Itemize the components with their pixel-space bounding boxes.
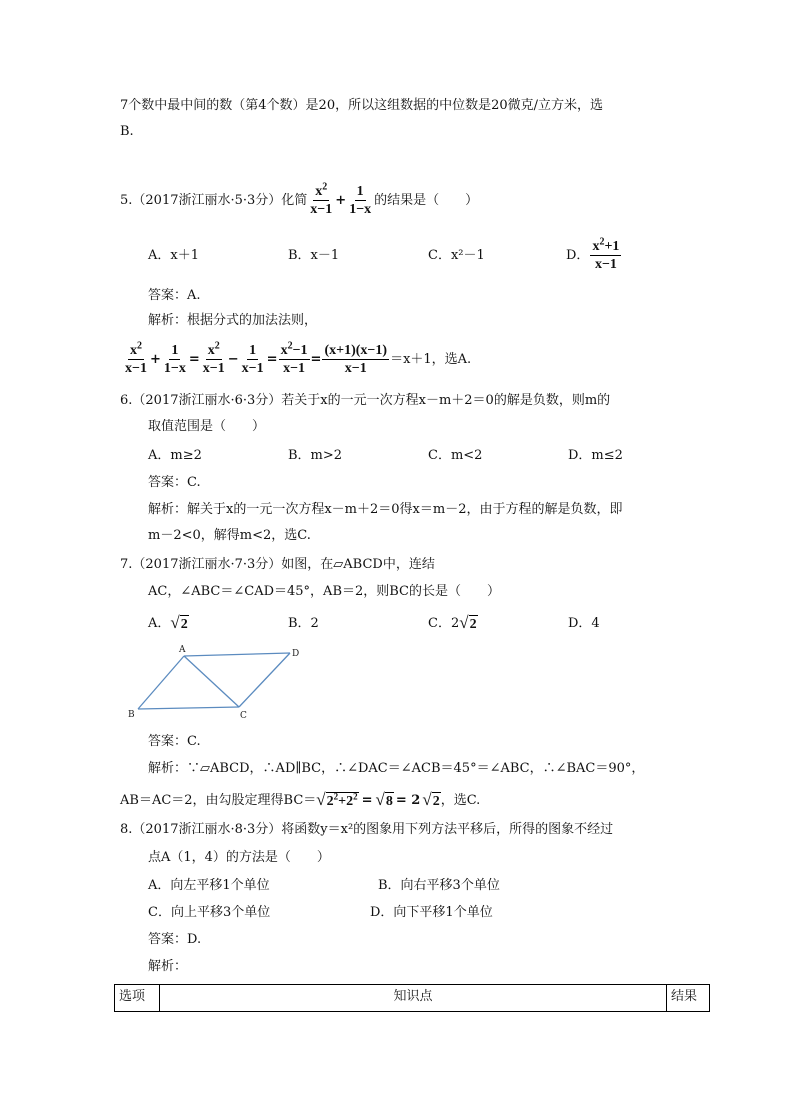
- table-header-option: 选项: [115, 985, 160, 1012]
- intro-line-2: B.: [120, 124, 134, 139]
- q7-analysis-sqrt-3: √ 2: [422, 789, 440, 809]
- edge-da: [184, 653, 290, 656]
- q5-work-t5-num: x: [280, 343, 288, 358]
- q6-analysis-1: 解析：解关于x的一元一次方程x－m＋2＝0得x＝m－2，由于方程的解是负数，即: [148, 502, 623, 517]
- q5-label: 5.（2017浙江丽水·5·3分）化简: [120, 193, 308, 208]
- q7-option-a-radicand: 2: [180, 616, 188, 632]
- q5-fraction-2: [347, 183, 373, 218]
- q5-frac2-num: 1: [356, 184, 364, 199]
- q7-analysis-2-tail: ，选C.: [440, 793, 481, 808]
- q6-line-1: 6.（2017浙江丽水·6·3分）若关于x的一元一次方程x－m＋2＝0的解是负数，则m的: [120, 393, 611, 408]
- q5-work-minus: −: [227, 352, 239, 367]
- q5-work-result: ＝x＋1，选A.: [390, 352, 472, 367]
- table-header-result: 结果: [667, 985, 710, 1012]
- q7-option-a-sqrt: √ 2: [170, 612, 188, 632]
- table-header-knowledge: 知识点: [160, 985, 667, 1012]
- q7-option-b: B．2: [288, 616, 319, 631]
- q7-option-a-label: A．: [148, 616, 171, 631]
- q5-option-a: A．x＋1: [148, 248, 199, 263]
- q5-option-d-label: D．: [566, 248, 590, 263]
- q8-option-b: B．向右平移3个单位: [378, 878, 500, 893]
- q5-work-t5-sup: 2: [287, 340, 293, 352]
- q5-work-t6-num: (x+1)(x−1): [324, 343, 388, 358]
- vertex-label-d: D: [292, 649, 300, 659]
- q5-frac1-den: x−1: [310, 202, 333, 217]
- q6-option-a: A．m≥2: [148, 448, 202, 463]
- q6-answer: 答案：C.: [148, 475, 201, 490]
- q5-work-term-2: [162, 342, 188, 377]
- q5-frac1-num: x: [315, 184, 323, 199]
- q5-option-d: [566, 238, 622, 274]
- q5-work-t5-den: x−1: [283, 361, 306, 376]
- q7-analysis-sqrt-1: √ $2^2+2^2$: [316, 789, 358, 809]
- q5-opt-d-num: x: [592, 239, 600, 254]
- q7-answer: 答案：C.: [148, 734, 201, 749]
- q8-option-a: A．向左平移1个单位: [148, 878, 270, 893]
- q5-work-eq-1: =: [188, 352, 200, 367]
- q8-answer: 答案：D.: [148, 932, 202, 947]
- q5-fraction-1: [308, 183, 334, 218]
- q5-work-t4-num: 1: [249, 343, 257, 358]
- q5-frac1-sup: 2: [322, 181, 328, 193]
- q7-option-c-radicand: 2: [469, 616, 477, 632]
- q6-analysis-2: m－2<0，解得m<2，选C.: [148, 528, 311, 543]
- q8-analysis: 解析：: [148, 959, 188, 974]
- q5-work-t6-den: x−1: [344, 361, 367, 376]
- q7-analysis-sqrt-2: √ 8: [375, 789, 393, 809]
- edge-bc: [138, 707, 239, 709]
- q7-option-d: D．4: [568, 616, 600, 631]
- q7-rad1-sup: 2: [333, 790, 339, 801]
- q5-work-t1-den: x−1: [125, 361, 147, 376]
- q5-work-term-1: [123, 342, 149, 377]
- q5-work-t3-num: x: [207, 343, 215, 358]
- q7-analysis-eq-2: = 2: [395, 793, 421, 808]
- q7-option-c-sqrt: √ 2: [459, 612, 477, 632]
- q5-work-eq-2: =: [266, 352, 278, 367]
- q5-work-t2-den: 1−x: [163, 361, 186, 376]
- q8-analysis-table: [114, 984, 710, 1012]
- q7-option-c: [428, 612, 478, 636]
- q7-rad2: 8: [385, 793, 393, 809]
- q7-analysis-2-pre: AB＝AC＝2，由勾股定理得BC＝: [120, 793, 317, 808]
- q5-work-term-3: [201, 342, 227, 377]
- q7-analysis-eq-1: =: [361, 793, 373, 808]
- q5-work-t2-num: 1: [171, 343, 179, 358]
- q5-work-plus: +: [149, 352, 161, 367]
- q6-option-b: B．m>2: [288, 448, 343, 463]
- q7-rad1-base: 2: [326, 793, 334, 809]
- vertex-label-c: C: [240, 711, 247, 721]
- q5-work-term-6: [322, 342, 389, 377]
- q7-rad1-sup2: 2: [353, 790, 358, 801]
- q5-work-t3-den: x−1: [202, 361, 225, 376]
- edge-ab: [138, 656, 184, 709]
- intro-line-1: 7个数中最中间的数（第4个数）是20，所以这组数据的中位数是20微克/立方米，选: [120, 98, 604, 113]
- q5-work-eq-3: =: [310, 352, 322, 367]
- q5-stem: [120, 183, 478, 219]
- q8-option-d: D．向下平移1个单位: [370, 905, 493, 920]
- q5-work-term-5: [279, 342, 310, 377]
- q7-parallelogram-figure: [120, 640, 320, 730]
- q8-line-2: 点A（1，4）的方法是（ ）: [148, 850, 330, 865]
- q7-rad3: 2: [432, 793, 440, 809]
- q5-opt-d-sup: 2: [599, 236, 605, 248]
- q5-plus: +: [335, 193, 347, 208]
- q5-opt-d-den: x−1: [594, 257, 617, 272]
- q5-option-b: B．x－1: [288, 248, 340, 263]
- q7-option-c-label: C．2: [428, 616, 460, 631]
- q7-option-a: [148, 612, 189, 636]
- q5-work-term-4: [240, 342, 266, 377]
- q5-analysis: 解析：根据分式的加法法则，: [148, 313, 318, 328]
- q8-line-1: 8.（2017浙江丽水·8·3分）将函数y＝x²的图象用下列方法平移后，所得的图象不经过: [120, 822, 614, 837]
- vertex-label-b: B: [128, 710, 135, 720]
- q7-line-1: 7.（2017浙江丽水·7·3分）如图，在▱ABCD中，连结: [120, 557, 435, 572]
- q5-answer: 答案：A.: [148, 288, 201, 303]
- q6-option-d: D．m≤2: [568, 448, 623, 463]
- q7-line-2: AC，∠ABC＝∠CAD＝45°，AB＝2，则BC的长是（ ）: [148, 584, 501, 599]
- q5-tail: 的结果是（ ）: [374, 193, 479, 208]
- edge-cd: [239, 653, 290, 707]
- q5-work: [122, 340, 471, 380]
- q7-analysis-2: [120, 789, 480, 813]
- vertex-label-a: A: [179, 645, 186, 655]
- q5-work-t3-sup: 2: [214, 340, 220, 352]
- q5-work-t1-num: x: [129, 343, 137, 358]
- table-header-row: [115, 985, 710, 1012]
- q5-work-t5-num-tail: −1: [292, 343, 308, 358]
- q7-analysis-1: 解析：∵▱ABCD，∴AD∥BC，∴∠DAC＝∠ACB＝45°＝∠ABC，∴∠BAC＝90°，: [148, 761, 645, 776]
- q5-work-t4-den: x−1: [241, 361, 264, 376]
- q5-frac2-den: 1−x: [349, 202, 372, 217]
- q5-option-c: C．x²－1: [428, 248, 485, 263]
- q5-work-t1-sup: 2: [136, 340, 142, 352]
- q6-line-2: 取值范围是（ ）: [148, 419, 266, 434]
- q8-option-c: C．向上平移3个单位: [148, 905, 271, 920]
- q7-rad1-plus: +2: [338, 793, 354, 809]
- q5-opt-d-num-tail: +1: [604, 239, 620, 254]
- q5-option-d-fraction: [590, 238, 621, 273]
- q6-option-c: C．m<2: [428, 448, 483, 463]
- diagonal-ac: [184, 656, 239, 707]
